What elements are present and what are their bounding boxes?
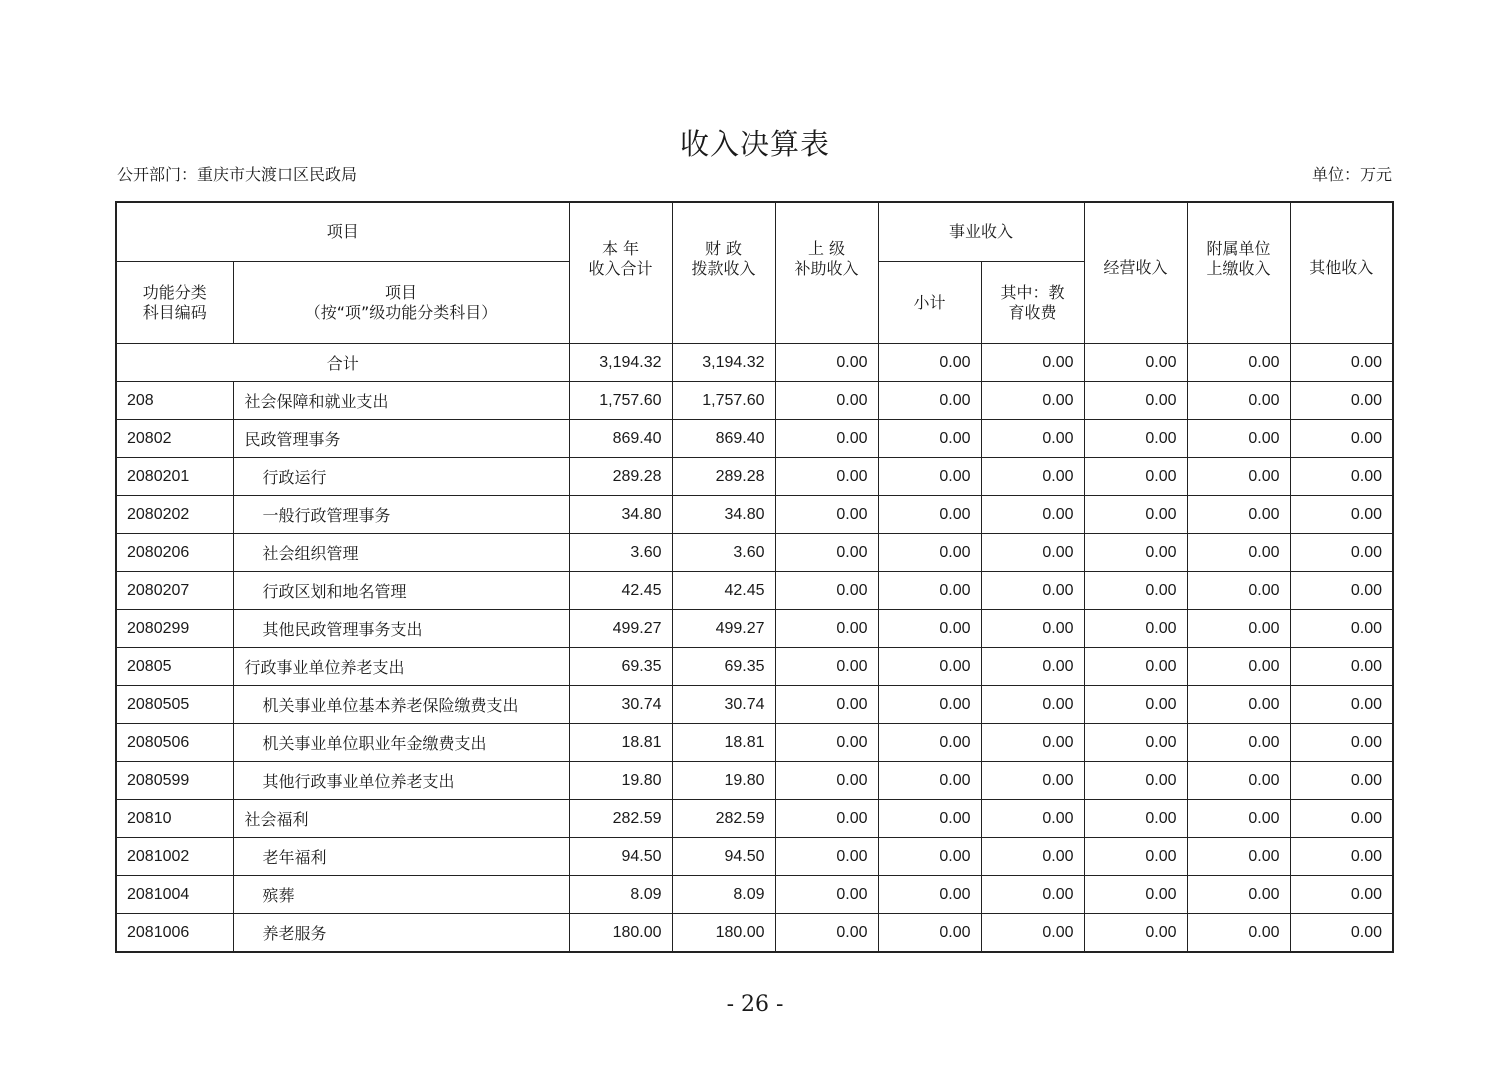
table-row [116,762,1393,800]
row-value: 0.00 [1084,420,1187,458]
row-value: 0.00 [1187,724,1290,762]
row-value: 0.00 [1187,838,1290,876]
header-subtotal: 小计 [878,262,981,344]
row-value: 0.00 [878,762,981,800]
row-name: 社会福利 [233,800,569,838]
row-name: 行政区划和地名管理 [233,572,569,610]
row-value: 0.00 [775,914,878,953]
row-code: 20802 [116,420,233,458]
row-name: 老年福利 [233,838,569,876]
row-value: 180.00 [569,914,672,953]
row-value: 0.00 [878,382,981,420]
header-superior: 上 级 补助收入 [775,202,878,344]
row-value: 0.00 [1187,496,1290,534]
table-row [116,572,1393,610]
row-value: 3.60 [672,534,775,572]
row-code: 2081002 [116,838,233,876]
row-value: 282.59 [672,800,775,838]
row-value: 0.00 [878,876,981,914]
row-value: 0.00 [1290,534,1393,572]
row-value: 0.00 [1084,914,1187,953]
row-value: 0.00 [1084,876,1187,914]
row-value: 0.00 [878,458,981,496]
row-value: 0.00 [775,686,878,724]
row-code: 20805 [116,648,233,686]
row-value: 0.00 [878,648,981,686]
row-value: 0.00 [981,800,1084,838]
row-value: 0.00 [981,876,1084,914]
row-value: 0.00 [1290,458,1393,496]
row-value: 0.00 [775,762,878,800]
row-value: 0.00 [981,572,1084,610]
row-value: 0.00 [981,458,1084,496]
row-value: 69.35 [672,648,775,686]
header-project-name: 项目 （按“项”级功能分类科目） [233,262,569,344]
row-value: 0.00 [775,876,878,914]
table-row [116,458,1393,496]
total-value: 3,194.32 [672,344,775,382]
row-value: 0.00 [1187,762,1290,800]
row-value: 0.00 [981,610,1084,648]
page-title: 收入决算表 [679,127,830,161]
row-code: 2080202 [116,496,233,534]
total-value: 0.00 [981,344,1084,382]
table-row [116,914,1393,953]
row-value: 0.00 [981,534,1084,572]
total-row [116,344,1393,382]
row-value: 0.00 [1290,420,1393,458]
row-value: 18.81 [672,724,775,762]
table-row [116,876,1393,914]
row-name: 殡葬 [233,876,569,914]
row-value: 0.00 [878,420,981,458]
row-value: 0.00 [1187,610,1290,648]
total-value: 0.00 [1084,344,1187,382]
row-value: 69.35 [569,648,672,686]
row-code: 2080299 [116,610,233,648]
row-value: 30.74 [672,686,775,724]
row-value: 0.00 [1084,724,1187,762]
row-value: 0.00 [1187,800,1290,838]
row-name: 其他行政事业单位养老支出 [233,762,569,800]
table-row [116,496,1393,534]
row-value: 0.00 [775,648,878,686]
row-value: 0.00 [1290,686,1393,724]
row-value: 0.00 [1187,382,1290,420]
table-row [116,800,1393,838]
table-row [116,724,1393,762]
row-value: 869.40 [569,420,672,458]
header-education: 其中：教 育收费 [981,262,1084,344]
header-project-group: 项目 [116,202,569,262]
row-value: 0.00 [1290,762,1393,800]
row-value: 0.00 [878,610,981,648]
row-value: 8.09 [569,876,672,914]
row-value: 0.00 [1084,458,1187,496]
row-value: 0.00 [1187,458,1290,496]
row-value: 42.45 [569,572,672,610]
row-value: 0.00 [878,534,981,572]
row-value: 180.00 [672,914,775,953]
table-row [116,534,1393,572]
row-value: 19.80 [672,762,775,800]
row-name: 社会组织管理 [233,534,569,572]
table-row [116,610,1393,648]
row-value: 0.00 [1187,534,1290,572]
row-value: 34.80 [569,496,672,534]
row-value: 0.00 [1290,496,1393,534]
row-code: 2081004 [116,876,233,914]
table-row [116,838,1393,876]
row-code: 2080201 [116,458,233,496]
row-name: 养老服务 [233,914,569,953]
row-value: 289.28 [672,458,775,496]
row-value: 0.00 [1084,762,1187,800]
row-value: 0.00 [1290,382,1393,420]
row-value: 0.00 [1290,838,1393,876]
row-value: 19.80 [569,762,672,800]
page-number: - 26 - [726,992,784,1017]
row-name: 其他民政管理事务支出 [233,610,569,648]
row-code: 2081006 [116,914,233,953]
total-value: 0.00 [1290,344,1393,382]
row-value: 0.00 [878,724,981,762]
row-value: 0.00 [878,914,981,953]
row-value: 1,757.60 [569,382,672,420]
row-value: 0.00 [1084,496,1187,534]
row-value: 0.00 [981,382,1084,420]
row-value: 0.00 [1290,572,1393,610]
row-value: 289.28 [569,458,672,496]
row-value: 8.09 [672,876,775,914]
row-name: 行政运行 [233,458,569,496]
header-func-code: 功能分类 科目编码 [116,262,233,344]
row-value: 0.00 [1084,572,1187,610]
row-value: 0.00 [1290,876,1393,914]
unit-label: 单位：万元 [1311,165,1392,184]
row-name: 民政管理事务 [233,420,569,458]
header-operating: 经营收入 [1084,202,1187,344]
header-total-income: 本 年 收入合计 [569,202,672,344]
total-label: 合计 [116,344,569,382]
total-value: 3,194.32 [569,344,672,382]
row-code: 2080599 [116,762,233,800]
row-value: 0.00 [775,420,878,458]
row-value: 42.45 [672,572,775,610]
row-value: 94.50 [569,838,672,876]
row-value: 0.00 [775,458,878,496]
row-value: 499.27 [569,610,672,648]
row-value: 0.00 [775,838,878,876]
row-value: 0.00 [1187,876,1290,914]
row-value: 0.00 [1187,648,1290,686]
row-value: 869.40 [672,420,775,458]
row-value: 0.00 [1290,800,1393,838]
row-value: 0.00 [1290,648,1393,686]
row-value: 0.00 [1187,686,1290,724]
row-value: 0.00 [1084,382,1187,420]
row-value: 0.00 [878,838,981,876]
total-value: 0.00 [775,344,878,382]
row-code: 208 [116,382,233,420]
row-code: 2080206 [116,534,233,572]
row-value: 0.00 [981,762,1084,800]
row-value: 0.00 [1084,838,1187,876]
row-value: 0.00 [1290,914,1393,953]
row-value: 0.00 [1187,572,1290,610]
row-value: 30.74 [569,686,672,724]
row-value: 0.00 [981,838,1084,876]
row-value: 282.59 [569,800,672,838]
row-name: 一般行政管理事务 [233,496,569,534]
header-affiliated: 附属单位 上缴收入 [1187,202,1290,344]
row-value: 0.00 [1084,610,1187,648]
row-value: 0.00 [981,648,1084,686]
row-value: 94.50 [672,838,775,876]
row-name: 机关事业单位职业年金缴费支出 [233,724,569,762]
total-value: 0.00 [878,344,981,382]
row-name: 机关事业单位基本养老保险缴费支出 [233,686,569,724]
row-name: 行政事业单位养老支出 [233,648,569,686]
row-code: 2080505 [116,686,233,724]
row-value: 0.00 [1187,914,1290,953]
row-code: 20810 [116,800,233,838]
row-value: 0.00 [775,724,878,762]
row-value: 0.00 [1187,420,1290,458]
row-value: 0.00 [775,534,878,572]
header-fiscal: 财 政 拨款收入 [672,202,775,344]
department-label: 公开部门：重庆市大渡口区民政局 [117,165,358,184]
row-value: 0.00 [1290,610,1393,648]
row-value: 0.00 [878,496,981,534]
row-value: 0.00 [1290,724,1393,762]
row-name: 社会保障和就业支出 [233,382,569,420]
table-row [116,382,1393,420]
row-value: 0.00 [1084,534,1187,572]
row-value: 18.81 [569,724,672,762]
row-code: 2080207 [116,572,233,610]
row-value: 0.00 [981,496,1084,534]
row-value: 0.00 [878,572,981,610]
row-value: 0.00 [1084,648,1187,686]
row-value: 1,757.60 [672,382,775,420]
row-code: 2080506 [116,724,233,762]
header-business-group: 事业收入 [878,202,1084,262]
total-value: 0.00 [1187,344,1290,382]
table-row [116,686,1393,724]
row-value: 0.00 [878,686,981,724]
table-row [116,420,1393,458]
row-value: 0.00 [878,800,981,838]
row-value: 0.00 [775,496,878,534]
row-value: 3.60 [569,534,672,572]
row-value: 499.27 [672,610,775,648]
row-value: 0.00 [775,800,878,838]
row-value: 0.00 [981,724,1084,762]
row-value: 0.00 [981,420,1084,458]
row-value: 0.00 [1084,800,1187,838]
row-value: 0.00 [775,572,878,610]
row-value: 0.00 [981,914,1084,953]
row-value: 0.00 [1084,686,1187,724]
income-table [115,201,1394,953]
header-other: 其他收入 [1290,202,1393,344]
row-value: 0.00 [981,686,1084,724]
table-row [116,648,1393,686]
row-value: 0.00 [775,382,878,420]
row-value: 34.80 [672,496,775,534]
row-value: 0.00 [775,610,878,648]
